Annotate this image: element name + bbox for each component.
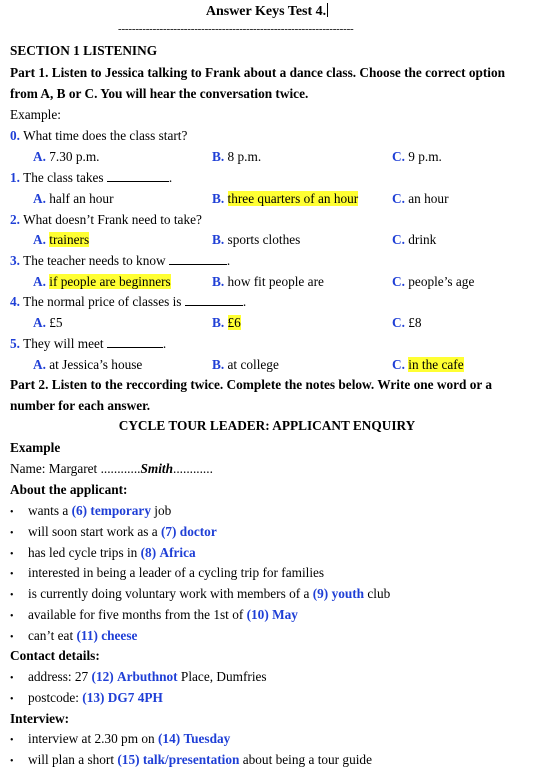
option-a: A. half an hour <box>33 191 114 206</box>
option-c: C. in the cafe <box>392 357 464 372</box>
option-c: C. drink <box>392 232 437 247</box>
answer-blank <box>169 254 227 265</box>
note-item-10: • available for five months from the 1st of (10) May <box>10 607 298 622</box>
contact-heading: Contact details: <box>10 648 100 663</box>
part1-instruction-line2: from A, B or C. You will hear the conversation twice. <box>10 86 309 101</box>
highlighted-answer: three quarters of an hour <box>227 191 359 206</box>
highlighted-answer: in the cafe <box>408 357 464 372</box>
option-b: B. sports clothes <box>212 232 301 247</box>
option-b: B. £6 <box>212 315 241 330</box>
note-item-8: • has led cycle trips in (8) Africa <box>10 545 196 560</box>
question-0 <box>10 128 187 144</box>
note-item-9: • is currently doing voluntary work with members of a (9) youth club <box>10 586 391 601</box>
question-number: 0. <box>10 128 20 143</box>
highlighted-answer: if people are beginners <box>49 274 171 289</box>
example-answer: Smith <box>140 461 174 476</box>
option-a: A. at Jessica’s house <box>33 357 143 372</box>
document-title <box>0 3 534 20</box>
question-3: 3. The teacher needs to know . <box>10 253 231 268</box>
note-item-12: • address: 27 (12) Arbuthnot Place, Dumfries <box>10 669 267 684</box>
question-2: 2. What doesn’t Frank need to take? <box>10 212 202 227</box>
option-b: B. how fit people are <box>212 274 324 289</box>
highlighted-answer: trainers <box>49 232 90 247</box>
note-item-6: • wants a (6) temporary job <box>10 503 172 518</box>
option-a: A. 7.30 p.m. <box>33 149 100 164</box>
option-b: B. 8 p.m. <box>212 149 262 164</box>
interview-heading: Interview: <box>10 711 70 726</box>
option-a: A. trainers <box>33 232 90 247</box>
note-item-11: • can’t eat (11) cheese <box>10 628 138 643</box>
option-c: C. £8 <box>392 315 422 330</box>
example-name-line: Name: Margaret ............Smith............ <box>10 461 213 476</box>
answer-blank <box>185 295 243 306</box>
part2-instruction-line1: Part 2. Listen to the reccording twice. Complete the notes below. Write one word or a <box>10 377 493 392</box>
note-item-14: • interview at 2.30 pm on (14) Tuesday <box>10 731 231 746</box>
form-title: CYCLE TOUR LEADER: APPLICANT ENQUIRY <box>118 418 416 433</box>
section-heading: SECTION 1 LISTENING <box>10 43 158 58</box>
question-4: 4. The normal price of classes is . <box>10 294 247 309</box>
dashed-rule: -------------------------------------------------------------------- <box>118 23 354 35</box>
part1-instruction-line1: Part 1. Listen to Jessica talking to Frank about a dance class. Choose the correct option <box>10 65 506 80</box>
question-text: What time does the class start? <box>23 128 188 143</box>
option-c: C. an hour <box>392 191 449 206</box>
answer-blank <box>107 337 163 348</box>
note-item-7: • will soon start work as a (7) doctor <box>10 524 217 539</box>
title-text: Answer Keys Test 4. <box>205 4 327 19</box>
note-item-families: • interested in being a leader of a cycling trip for families <box>10 565 325 580</box>
option-a: A. if people are beginners <box>33 274 171 289</box>
highlighted-answer: £6 <box>227 315 241 330</box>
example-heading: Example <box>10 440 61 455</box>
part2-instruction-line2: number for each answer. <box>10 398 151 413</box>
answer-blank <box>107 171 169 182</box>
question-1: 1. The class takes . <box>10 170 173 185</box>
note-item-13: • postcode: (13) DG7 4PH <box>10 690 163 705</box>
text-cursor <box>327 3 328 17</box>
option-c: C. people’s age <box>392 274 475 289</box>
example-label: Example: <box>10 107 61 122</box>
note-item-15: • will plan a short (15) talk/presentation about being a tour guide <box>10 752 372 767</box>
question-5: 5. They will meet . <box>10 336 167 351</box>
about-heading: About the applicant: <box>10 482 128 497</box>
option-a: A. £5 <box>33 315 63 330</box>
option-c: C. 9 p.m. <box>392 149 442 164</box>
option-b: B. three quarters of an hour <box>212 191 359 206</box>
option-b: B. at college <box>212 357 279 372</box>
